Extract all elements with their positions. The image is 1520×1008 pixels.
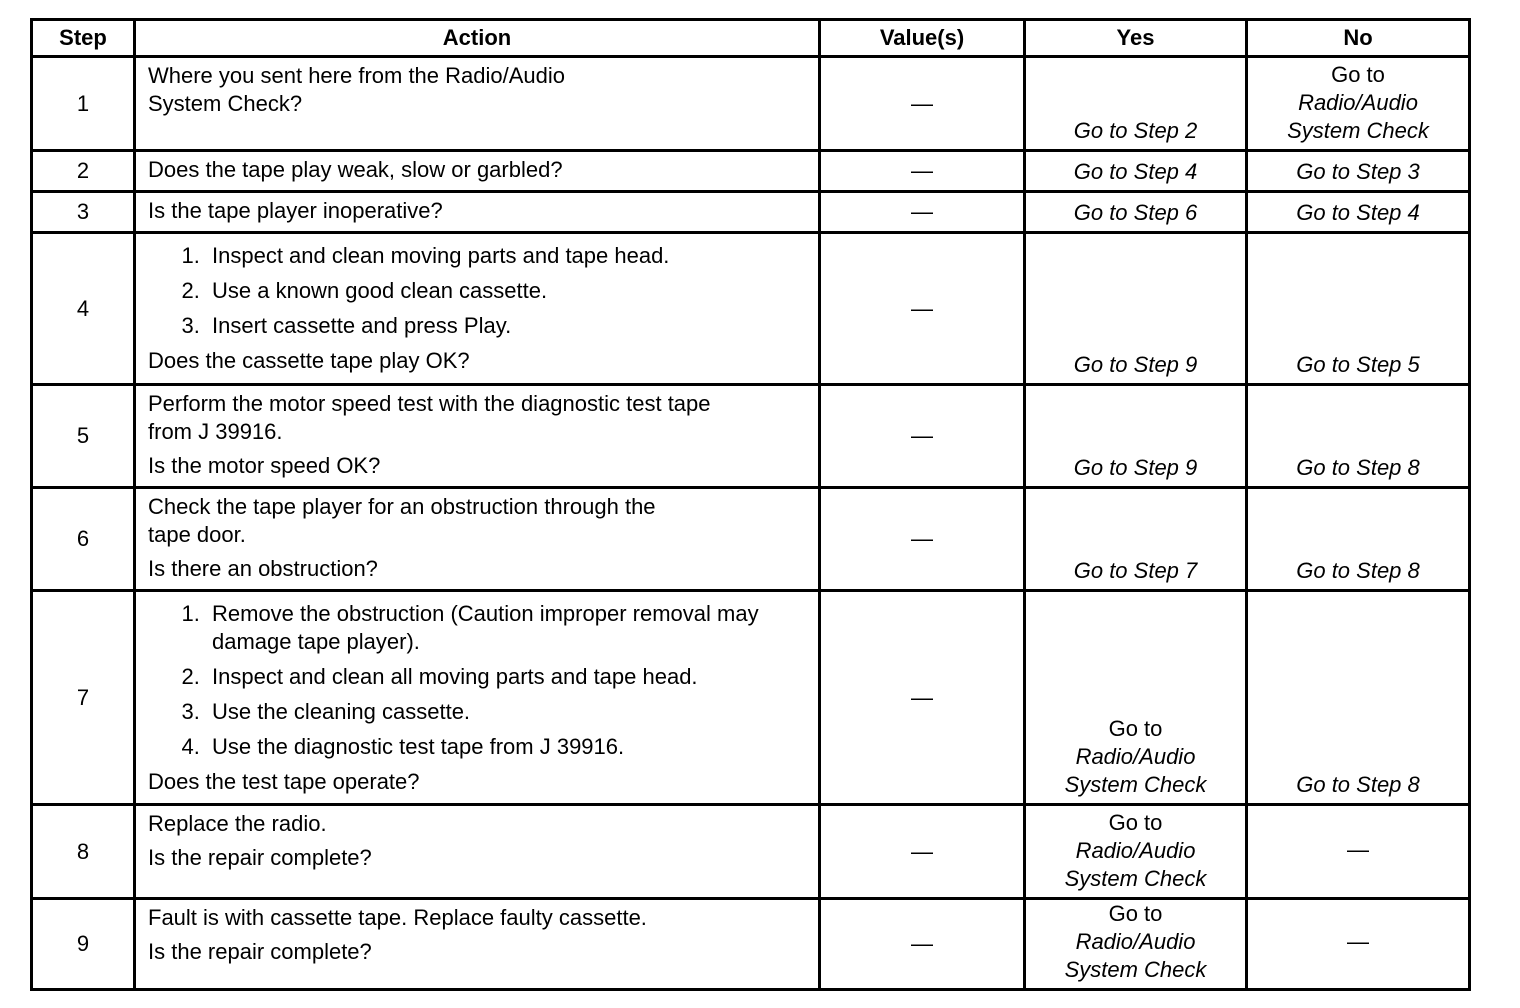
yes-line: Go to — [1108, 901, 1163, 926]
value-cell: — — [820, 899, 1025, 990]
value-cell: — — [820, 488, 1025, 591]
table-row — [32, 899, 1470, 990]
action-question: Does the test tape operate? — [148, 769, 420, 794]
no-line: Go to Step 8 — [1296, 558, 1420, 583]
header-no: No — [1247, 20, 1470, 57]
action-step: 3. Insert cassette and press Play. — [206, 312, 808, 340]
yes-line: Go to — [1108, 810, 1163, 835]
step-number: 8 — [32, 805, 135, 899]
yes-line: Go to Step 2 — [1073, 118, 1198, 143]
yes-cell — [1025, 57, 1247, 151]
value-cell: — — [820, 57, 1025, 151]
no-cell — [1247, 151, 1470, 192]
no-line: — — [1347, 929, 1369, 954]
action-steps-list — [148, 600, 808, 761]
action-text: Check the tape player for an obstruction through the tape door. — [148, 494, 656, 547]
yes-cell — [1025, 385, 1247, 488]
value-cell: — — [820, 805, 1025, 899]
yes-cell — [1025, 151, 1247, 192]
action-cell — [135, 899, 820, 990]
no-line: Go to — [1331, 62, 1385, 87]
no-cell — [1247, 385, 1470, 488]
no-line: Go to Step 3 — [1296, 159, 1420, 184]
table-row — [32, 488, 1470, 591]
action-text: Perform the motor speed test with the diagnostic test tape from J 39916. — [148, 391, 711, 444]
diagnostic-table — [30, 18, 1471, 991]
table-row — [32, 591, 1470, 805]
yes-line: Radio/Audio — [1075, 744, 1196, 769]
action-text: Replace the radio. — [148, 811, 327, 836]
yes-line: Radio/Audio — [1075, 929, 1196, 954]
yes-cell — [1025, 805, 1247, 899]
yes-cell — [1025, 233, 1247, 385]
value-cell: — — [820, 192, 1025, 233]
value-cell: — — [820, 233, 1025, 385]
yes-line: Go to Step 6 — [1073, 200, 1198, 225]
no-line: System Check — [1287, 118, 1429, 143]
action-cell — [135, 805, 820, 899]
value-cell: — — [820, 151, 1025, 192]
table-row — [32, 192, 1470, 233]
no-cell — [1247, 488, 1470, 591]
table-row — [32, 151, 1470, 192]
yes-line: Go to Step 9 — [1073, 352, 1198, 377]
no-line: Radio/Audio — [1298, 90, 1418, 115]
no-cell — [1247, 233, 1470, 385]
action-text: Where you sent here from the Radio/Audio System Check? — [148, 63, 566, 116]
action-cell — [135, 192, 820, 233]
action-question: Is the motor speed OK? — [148, 453, 381, 478]
no-line: — — [1347, 836, 1369, 862]
table-row — [32, 805, 1470, 899]
no-line: Go to Step 8 — [1296, 772, 1420, 797]
action-steps-list — [148, 242, 808, 340]
action-step: 2. Use a known good clean cassette. — [206, 277, 808, 305]
step-number: 1 — [32, 57, 135, 151]
value-cell: — — [820, 385, 1025, 488]
table-row — [32, 385, 1470, 488]
yes-line: Radio/Audio — [1075, 838, 1196, 863]
header-values: Value(s) — [820, 20, 1025, 57]
action-step: 3. Use the cleaning cassette. — [206, 698, 808, 726]
yes-line: Go to Step 9 — [1073, 455, 1198, 480]
no-line: Go to Step 8 — [1296, 455, 1420, 480]
step-number: 4 — [32, 233, 135, 385]
table-body — [32, 57, 1470, 990]
yes-line: Go to Step 7 — [1073, 558, 1198, 583]
action-cell — [135, 151, 820, 192]
action-cell — [135, 233, 820, 385]
no-cell — [1247, 591, 1470, 805]
step-number: 5 — [32, 385, 135, 488]
no-line: Go to Step 4 — [1296, 200, 1420, 225]
action-text: Does the tape play weak, slow or garbled? — [148, 157, 563, 182]
no-cell — [1247, 57, 1470, 151]
no-cell — [1247, 192, 1470, 233]
action-step: 2. Inspect and clean all moving parts and tape head. — [206, 663, 808, 691]
value-cell: — — [820, 591, 1025, 805]
action-step: 1. Remove the obstruction (Caution improper removal may damage tape player). — [206, 600, 808, 656]
action-cell — [135, 385, 820, 488]
yes-line: System Check — [1064, 866, 1207, 891]
action-cell — [135, 591, 820, 805]
action-text: Is the tape player inoperative? — [148, 198, 443, 223]
action-text: Fault is with cassette tape. Replace faulty cassette. — [148, 905, 647, 930]
header-yes: Yes — [1025, 20, 1247, 57]
action-question: Is the repair complete? — [148, 939, 372, 964]
step-number: 7 — [32, 591, 135, 805]
action-question: Is there an obstruction? — [148, 556, 378, 581]
yes-line: System Check — [1064, 772, 1207, 797]
step-number: 2 — [32, 151, 135, 192]
no-cell — [1247, 805, 1470, 899]
yes-cell — [1025, 591, 1247, 805]
action-cell — [135, 488, 820, 591]
action-question: Does the cassette tape play OK? — [148, 348, 470, 373]
step-number: 6 — [32, 488, 135, 591]
action-step: 1. Inspect and clean moving parts and tape head. — [206, 242, 808, 270]
yes-cell — [1025, 488, 1247, 591]
table-row — [32, 57, 1470, 151]
table-row — [32, 233, 1470, 385]
yes-cell — [1025, 192, 1247, 233]
action-question: Is the repair complete? — [148, 845, 372, 870]
header-action: Action — [135, 20, 820, 57]
action-step: 4. Use the diagnostic test tape from J 39916. — [206, 733, 808, 761]
action-cell — [135, 57, 820, 151]
no-cell — [1247, 899, 1470, 990]
header-row — [32, 20, 1470, 57]
yes-line: System Check — [1064, 957, 1207, 982]
step-number: 3 — [32, 192, 135, 233]
yes-cell — [1025, 899, 1247, 990]
header-step: Step — [32, 20, 135, 57]
no-line: Go to Step 5 — [1296, 352, 1420, 377]
step-number: 9 — [32, 899, 135, 990]
yes-line: Go to — [1108, 716, 1163, 741]
yes-line: Go to Step 4 — [1073, 159, 1198, 184]
